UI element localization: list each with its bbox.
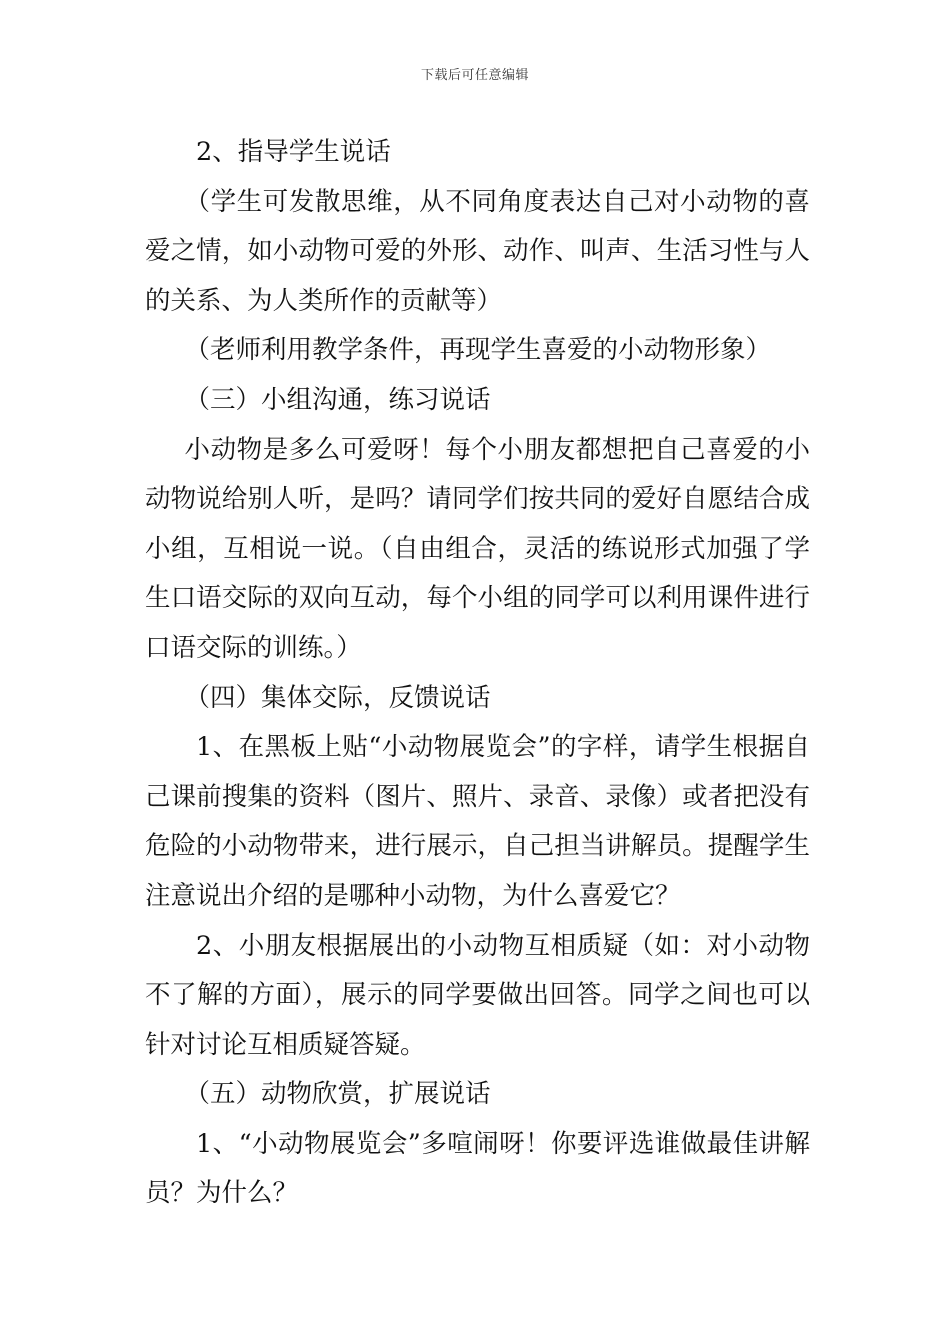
paragraph-group-practice: 小动物是多么可爱呀！每个小朋友都想把自己喜爱的小动物说给别人听，是吗？请同学们按共同的爱好自愿结合成小组，互相说一说。（自由组合，灵活的练说形式加强了学生口语交际的双向互动，每个小组的同学可以利用课件进行口语交际的训练。） [145, 434, 810, 663]
paragraph-student-thinking: （学生可发散思维，从不同角度表达自己对小动物的喜爱之情，如小动物可爱的外形、动作、叫声、生活习性与人的关系、为人类所作的贡献等） [145, 186, 810, 316]
page-header: 下载后可任意编辑 [420, 68, 529, 83]
paragraph-best-narrator: 1、“小动物展览会”多喧闹呀！你要评选谁做最佳讲解员？为什么？ [145, 1128, 810, 1209]
document-body [145, 128, 810, 1219]
section-heading-group-communication: （三）小组沟通，练习说话 [184, 384, 491, 415]
paragraph-guide-speaking: 2、指导学生说话 [196, 137, 391, 167]
section-heading-collective-communication: （四）集体交际，反馈说话 [184, 682, 491, 713]
paragraph-teacher-conditions: （老师利用教学条件，再现学生喜爱的小动物形象） [184, 335, 772, 366]
paragraph-exhibition: 1、在黑板上贴“小动物展览会”的字样，请学生根据自己课前搜集的资料（图片、照片、录音、录像）或者把没有危险的小动物带来，进行展示，自己担当讲解员。提醒学生注意说出介绍的是哪种小动物，为什么喜爱它？ [145, 732, 810, 911]
paragraph-questioning: 2、小朋友根据展出的小动物互相质疑（如：对小动物不了解的方面），展示的同学要做出回答。同学之间也可以针对讨论互相质疑答疑。 [145, 930, 810, 1060]
section-heading-animal-appreciation: （五）动物欣赏，扩展说话 [184, 1079, 491, 1110]
